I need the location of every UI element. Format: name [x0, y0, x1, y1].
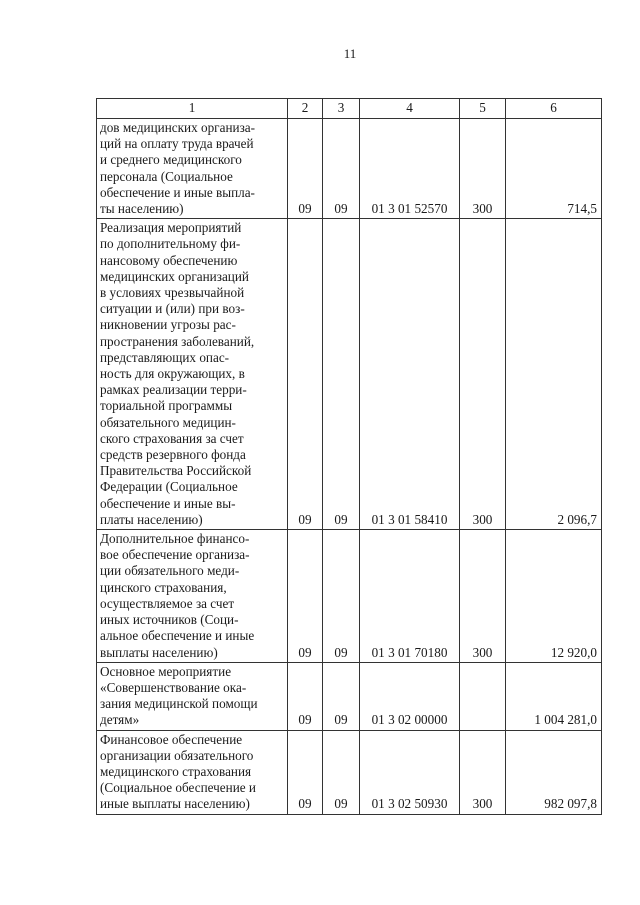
- row-subsection: 09: [323, 119, 360, 219]
- page-number: 11: [343, 46, 357, 61]
- row-subsection: 09: [323, 219, 360, 530]
- row-subsection: 09: [323, 662, 360, 730]
- table-row: [97, 219, 602, 530]
- row-amount: 12 920,0: [506, 530, 602, 663]
- header-col-3: 3: [323, 99, 360, 119]
- row-name: дов медицинских организа- ций на оплату труда врачей и среднего медицинского персонала (Социальное обеспечение и иные выпла- ты населению): [97, 119, 288, 219]
- row-target-article: 01 3 02 00000: [360, 662, 460, 730]
- row-name: Основное мероприятие «Совершенствование ока- зания медицинской помощи детям»: [97, 662, 288, 730]
- row-target-article: 01 3 01 52570: [360, 119, 460, 219]
- table-row: [97, 530, 602, 663]
- table-header-row: [97, 99, 602, 119]
- header-col-6: 6: [506, 99, 602, 119]
- table-row: [97, 662, 602, 730]
- row-section: 09: [288, 219, 323, 530]
- row-expense-type: 300: [460, 219, 506, 530]
- row-name: Реализация мероприятий по дополнительному фи- нансовому обеспечению медицинских организаций в условиях чрезвычайной ситуации и (или) при воз- никновении угрозы рас- пространения заболеваний, представляющих опас- ность для окружающих, в рамках реализации терри- ториальной программы обязательного медицин- ского страхования за счет средств резервного фонда Правительства Российской Федерации (Социальное обеспечение и иные вы- платы населению): [97, 219, 288, 530]
- header-col-2: 2: [288, 99, 323, 119]
- budget-table: [96, 98, 602, 815]
- row-subsection: 09: [323, 530, 360, 663]
- row-amount: 714,5: [506, 119, 602, 219]
- row-name: Дополнительное финансо- вое обеспечение организа- ции обязательного меди- цинского страхования, осуществляемое за счет иных источников (Соци- альное обеспечение и иные выплаты населению): [97, 530, 288, 663]
- header-col-5: 5: [460, 99, 506, 119]
- row-amount: 2 096,7: [506, 219, 602, 530]
- table-row: [97, 730, 602, 814]
- row-amount: 982 097,8: [506, 730, 602, 814]
- row-expense-type: 300: [460, 730, 506, 814]
- row-subsection: 09: [323, 730, 360, 814]
- row-target-article: 01 3 02 50930: [360, 730, 460, 814]
- row-target-article: 01 3 01 58410: [360, 219, 460, 530]
- header-col-1: 1: [97, 99, 288, 119]
- row-section: 09: [288, 530, 323, 663]
- row-target-article: 01 3 01 70180: [360, 530, 460, 663]
- table-row: [97, 119, 602, 219]
- row-expense-type: 300: [460, 119, 506, 219]
- row-section: 09: [288, 119, 323, 219]
- row-expense-type: 300: [460, 530, 506, 663]
- row-section: 09: [288, 662, 323, 730]
- row-section: 09: [288, 730, 323, 814]
- header-col-4: 4: [360, 99, 460, 119]
- row-expense-type: [460, 662, 506, 730]
- row-amount: 1 004 281,0: [506, 662, 602, 730]
- row-name: Финансовое обеспечение организации обязательного медицинского страхования (Социальное обеспечение и иные выплаты населению): [97, 730, 288, 814]
